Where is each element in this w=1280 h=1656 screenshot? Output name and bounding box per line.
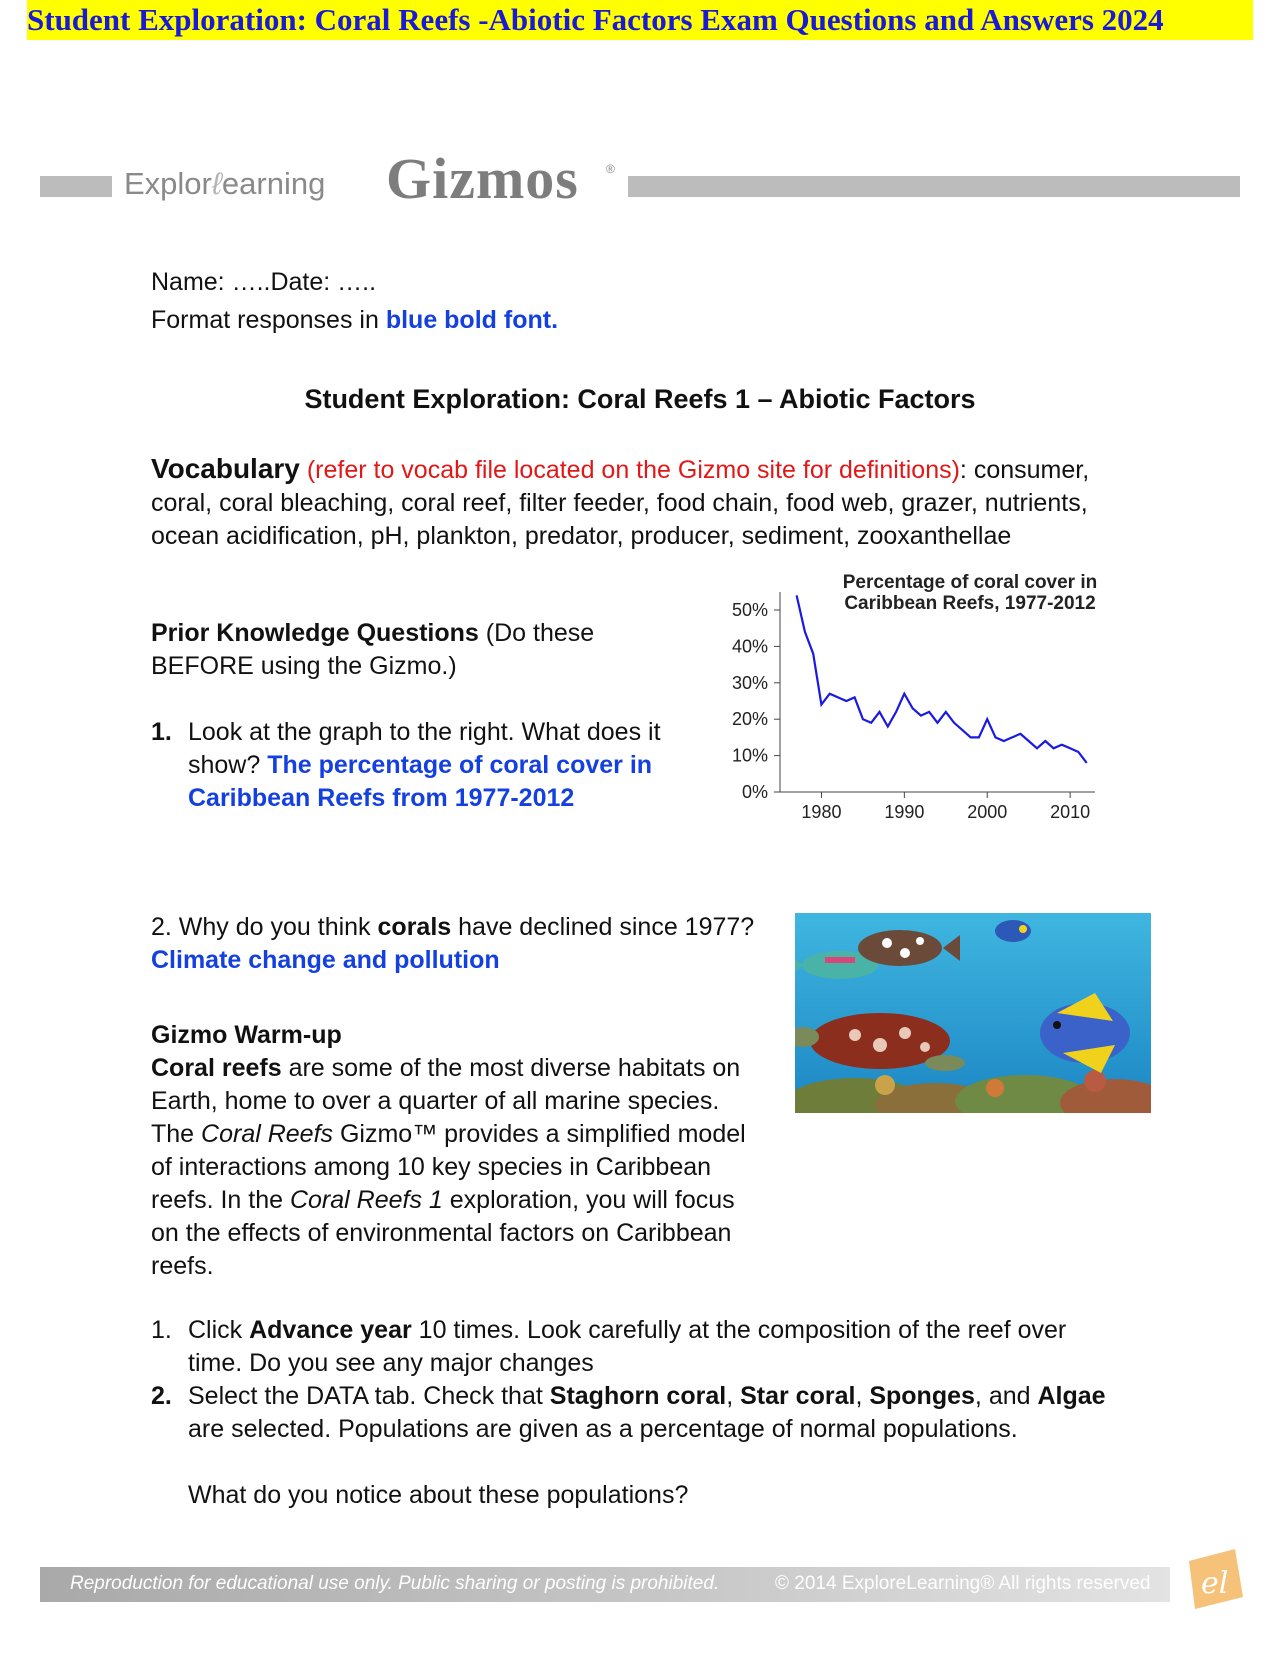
y-tick-label: 40% — [731, 636, 768, 657]
svg-text:el: el — [1201, 1566, 1229, 1601]
name-date-line: Name: …..Date: ….. — [151, 268, 377, 296]
explorelearning-logo: Explorℓearning — [124, 166, 326, 201]
y-tick-label: 30% — [731, 672, 768, 693]
answer-1-line-1: The percentage of coral cover in — [267, 751, 653, 779]
warmup-heading: Gizmo Warm-up — [151, 1021, 342, 1049]
prior-knowledge-heading: Prior Knowledge Questions — [151, 619, 479, 647]
format-instructions: Format responses in blue bold font. — [151, 306, 559, 334]
document-banner — [27, 0, 1253, 40]
x-tick-label: 2000 — [967, 802, 1008, 822]
page-footer — [40, 1567, 1170, 1602]
y-tick-label: 20% — [731, 709, 768, 730]
vocabulary-line-2: coral, coral bleaching, coral reef, filter feeder, food chain, food web, grazer, nutrients, — [151, 489, 1088, 517]
explorelearning-badge-icon — [1183, 1547, 1245, 1611]
prior-knowledge-section: Prior Knowledge Questions (Do these BEFORE using the Gizmo.) — [151, 619, 595, 680]
banner-title: Student Exploration: Coral Reefs -Abiotic Factors Exam Questions and Answers 2024 — [27, 2, 1164, 37]
vocabulary-line-3: ocean acidification, pH, plankton, predator, producer, sediment, zooxanthellae — [151, 522, 1012, 550]
y-tick-label: 50% — [731, 600, 768, 620]
chart-ticks — [732, 600, 1090, 822]
question-1: 1. Look at the graph to the right. What does it show? The percentage of coral cover in Caribbean Reefs from 1977-2012 — [151, 718, 661, 812]
page-title: Student Exploration: Coral Reefs 1 – Abiotic Factors — [304, 384, 976, 414]
answer-2: Climate change and pollution — [151, 946, 500, 974]
y-tick-label: 0% — [741, 782, 768, 802]
warmup-steps: 1. Click Advance year 10 times. Look carefully at the composition of the reef over time. Do you see any major changes 2. Select the DATA tab. Check that Staghorn coral, Star coral, Sponges, and Algae are selected. Populations are given as a percentage of normal populations. What do you notice about these populations? — [151, 1316, 1106, 1509]
footer-disclaimer: Reproduction for educational use only. Public sharing or posting is prohibited. — [70, 1573, 720, 1594]
vocabulary-note: (refer to vocab file located on the Gizmo site for definitions) — [306, 456, 960, 484]
vocabulary-section: Vocabulary (refer to vocab file located on the Gizmo site for definitions): consumer, coral, coral bleaching, coral reef, filter feeder, food chain, food web, grazer, nutrients, ocean acidification, pH, plankton, predator, producer, sediment, zooxanthellae — [151, 452, 1089, 553]
gizmo-warmup-section: Gizmo Warm-up Coral reefs are some of the most diverse habitats on Earth, home to over a quarter of all marine species. The Coral Reefs Gizmo™ provides a simplified model of interactions among 10 key species in Caribbean reefs. In the Coral Reefs 1 exploration, you will focus on the effects of environmental factors on Caribbean reefs. — [151, 1021, 746, 1280]
vocabulary-label: Vocabulary — [151, 453, 300, 484]
y-tick-label: 10% — [731, 745, 768, 766]
question-2: 2. Why do you think corals have declined since 1977? Climate change and pollution — [151, 913, 755, 974]
x-tick-label: 1990 — [884, 802, 925, 822]
coral-reef-illustration — [795, 913, 1151, 1113]
answer-1-line-2: Caribbean Reefs from 1977-2012 — [188, 784, 575, 812]
coral-cover-series-line — [797, 595, 1087, 763]
coral-cover-chart — [700, 566, 1130, 836]
chart-title-line-1: Percentage of coral cover in — [842, 572, 1098, 593]
registered-mark: ® — [606, 162, 615, 176]
chart-axes — [780, 592, 1095, 792]
x-tick-label: 2010 — [1050, 802, 1091, 822]
gizmos-logo-text: Gizmos — [386, 146, 579, 211]
x-tick-label: 1980 — [801, 802, 842, 822]
header-bar-right — [628, 176, 1240, 197]
blue-angelfish — [995, 920, 1031, 942]
header-bar-left — [40, 176, 112, 197]
chart-title-line-2: Caribbean Reefs, 1977-2012 — [844, 593, 1096, 614]
footer-copyright: © 2014 ExploreLearning® All rights reserved — [775, 1573, 1151, 1594]
